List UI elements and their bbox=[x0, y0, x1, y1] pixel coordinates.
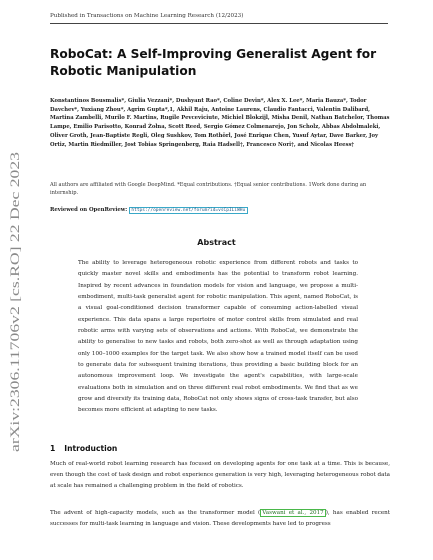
affiliation-note: All authors are affiliated with Google DeepMind. *Equal contributions. †Equal senior contributions. 1Work done during an internship. bbox=[50, 182, 367, 196]
venue-header: Published in Transactions on Machine Learning Research (12/2023) bbox=[50, 13, 244, 19]
openreview-link[interactable]: https://openreview.net/forum?id=vsCpILiWHu bbox=[129, 207, 248, 214]
citation-link[interactable]: Vaswani et al., 2017 bbox=[262, 510, 324, 516]
section-title: Introduction bbox=[64, 444, 118, 453]
abstract-heading: Abstract bbox=[197, 238, 236, 247]
intro-paragraph-1: Much of real-world robot learning research has focused on developing agents for one task at a time. This is because, even though the cost of task design and robot experience generation is very high, leveraging heterogeneous robot data at scale has remained a challenging problem in the field of robotics. bbox=[50, 461, 390, 490]
intro-p2-text-end: ), has enabled recent successes for multi-task learning in language and vision. These developments have led to progress bbox=[50, 510, 390, 528]
intro-p2-text-start: The advent of high-capacity models, such as the transformer model ( bbox=[50, 510, 261, 516]
review-label: Reviewed on OpenReview: bbox=[50, 207, 128, 213]
review-line bbox=[50, 207, 390, 214]
section-heading bbox=[50, 444, 117, 453]
arxiv-stamp bbox=[2, 152, 26, 452]
intro-paragraph-2 bbox=[50, 508, 390, 530]
author-list: Konstantinos Bousmalis*, Giulia Vezzani*, Dushyant Rao*, Coline Devin*, Alex X. Lee*, Maria Bauza*, Todor Davchev*, Yuxiang Zhou*, Agrim Gupta*,1, Akhil Raju, Antoine Laurens, Claudio Fantacci, Valentin Dalibard, Martina Zambelli, Murilo F. Martins, Rugile Pevceviciute, Michiel Blokzijl, Misha Denil, Nathan Batchelor, Thomas Lampe, Emilio Parisotto, Konrad Żołna, Scott Reed, Sergio Gómez Colmenarejo, Jon Scholz, Abbas Abdolmaleki, Oliver Groth, Jean-Baptiste Regli, Oleg Sushkov, Tom Rothörl, José Enrique Chen, Yusuf Aytar, Dave Barker, Joy Ortiz, Martin Riedmiller, Jost Tobias Springenberg, Raia Hadsell†, Francesco Nori†, and Nicolas Heess† bbox=[50, 98, 390, 148]
paper-title: RoboCat: A Self-Improving Generalist Agent for Robotic Manipulation bbox=[50, 47, 377, 78]
section-number: 1 bbox=[50, 444, 56, 453]
abstract-text: The ability to leverage heterogeneous robotic experience from different robots and tasks to quickly master novel skills and embodiments has the potential to transform robot learning. Inspired by recent advances in foundation models for vision and language, we propose a multi-embodiment, multi-task generalist agent for robotic manipulation. This agent, named RoboCat, is a visual goal-conditioned decision transformer capable of consuming action-labelled visual experience. This data spans a large repertoire of motor control skills from simulated and real robotic arms with varying sets of observations and actions. With RoboCat, we demonstrate the ability to generalise to new tasks and robots, both zero-shot as well as through adaptation using only 100–1000 examples for the target task. We also show how a trained model itself can be used to generate data for subsequent training iterations, thus providing a basic building block for an autonomous improvement loop. We investigate the agent's capabilities, with large-scale evaluations both in simulation and on three different real robot embodiments. We find that as we grow and diversify its training data, RoboCat not only shows signs of cross-task transfer, but also becomes more efficient at adapting to new tasks. bbox=[78, 260, 358, 414]
header-rule bbox=[50, 23, 388, 24]
arxiv-id: arXiv:2306.11706v2 [cs.RO] 22 Dec 2023 bbox=[7, 230, 22, 452]
